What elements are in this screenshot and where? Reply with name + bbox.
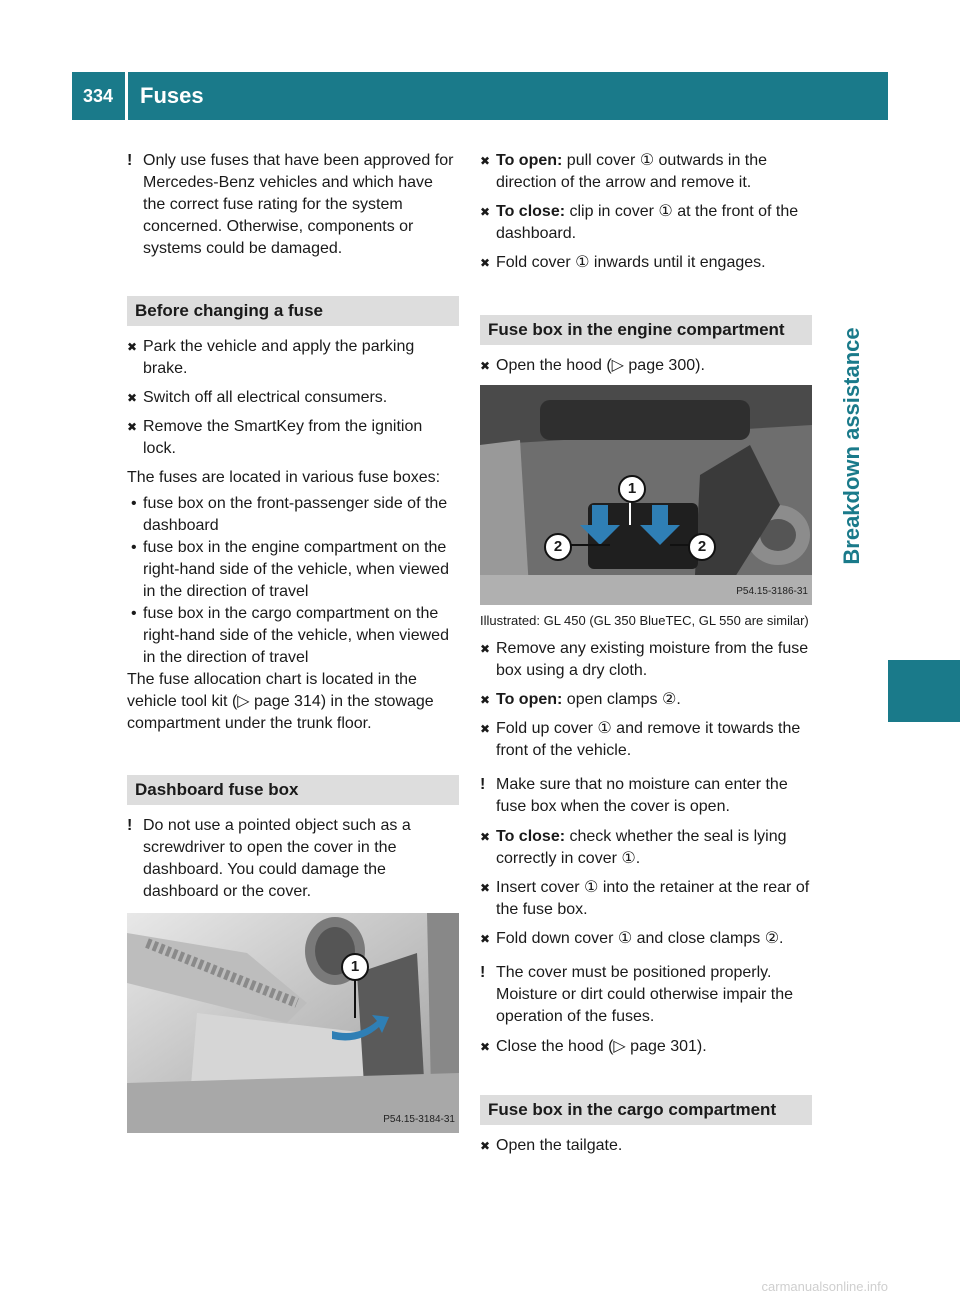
warning-note: ! Do not use a pointed object such as a screwdriver to open the cover in the dashboard. You could damage the dashboard or the cover. — [127, 817, 411, 900]
arrow-icon: ✖ — [480, 693, 491, 707]
header-divider — [125, 72, 128, 120]
arrow-icon: ✖ — [480, 830, 491, 844]
heading-engine-fuse-box: Fuse box in the engine compartment — [480, 315, 812, 345]
step-item: ✖ To open: pull cover ① outwards in the direction of the arrow and remove it. — [480, 152, 768, 191]
heading-dashboard-fuse-box: Dashboard fuse box — [127, 775, 459, 805]
warning-note: ! Only use fuses that have been approved for Mercedes-Benz vehicles and which have the correct fuse rating for the system concerned. Otherwise, components or systems could be damaged. — [127, 152, 454, 257]
heading-cargo-fuse-box: Fuse box in the cargo compartment — [480, 1095, 812, 1125]
callout-1: 1 — [341, 953, 369, 981]
callout-2-left: 2 — [544, 533, 572, 561]
list-item: • fuse box in the engine compartment on the right-hand side of the vehicle, when viewed in the direction of travel — [131, 539, 449, 600]
step-item: ✖ Insert cover ① into the retainer at the rear of the fuse box. — [480, 879, 810, 918]
arrow-icon: ✖ — [480, 722, 491, 736]
right-column — [480, 150, 812, 1164]
step-item: ✖ To open: open clamps ②. — [480, 689, 812, 711]
arrow-icon: ✖ — [127, 340, 138, 354]
step-item: ✖ Fold up cover ① and remove it towards the front of the vehicle. — [480, 720, 801, 759]
list-item: • fuse box on the front-passenger side of the dashboard — [131, 495, 448, 534]
step-item: ✖ To close: check whether the seal is lying correctly in cover ①. — [480, 828, 787, 867]
callout-1: 1 — [618, 475, 646, 503]
list-item: • fuse box in the cargo compartment on the right-hand side of the vehicle, when viewed in the direction of travel — [131, 605, 449, 666]
warning-icon: ! — [127, 817, 133, 834]
arrow-icon: ✖ — [480, 881, 491, 895]
warning-icon: ! — [480, 776, 486, 793]
step-item: ✖ Close the hood (▷ page 301). — [480, 1036, 812, 1058]
step-item: ✖ Remove any existing moisture from the fuse box using a dry cloth. — [480, 640, 809, 679]
arrow-icon: ✖ — [480, 205, 491, 219]
step-item: ✖ Fold cover ① inwards until it engages. — [480, 252, 812, 274]
step-item: ✖ Switch off all electrical consumers. — [127, 387, 459, 409]
step-item: ✖ Open the tailgate. — [480, 1135, 812, 1157]
step-item: ✖ Park the vehicle and apply the parking brake. — [127, 338, 415, 377]
arrow-icon: ✖ — [480, 642, 491, 656]
page-number: 334 — [82, 85, 114, 106]
arrow-icon: ✖ — [480, 1040, 491, 1054]
dashboard-illustration — [127, 913, 459, 1133]
left-column — [127, 150, 459, 1133]
heading-before-changing: Before changing a fuse — [127, 296, 459, 326]
photo-caption: Illustrated: GL 450 (GL 350 BlueTEC, GL 550 are similar) — [480, 613, 809, 628]
side-tab-block — [888, 660, 960, 722]
dashboard-photo — [127, 913, 459, 1133]
watermark: carmanualsonline.info — [761, 1279, 888, 1294]
callout-2-right: 2 — [688, 533, 716, 561]
allocation-text: The fuse allocation chart is located in the vehicle tool kit (▷ page 314) in the stowage compartment under the trunk floor. — [127, 671, 434, 732]
photo-code: P54.15-3184-31 — [383, 1114, 455, 1125]
arrow-icon: ✖ — [480, 932, 491, 946]
arrow-icon: ✖ — [127, 420, 138, 434]
step-item: ✖ To close: clip in cover ① at the front of the dashboard. — [480, 203, 799, 242]
arrow-icon: ✖ — [480, 1139, 491, 1153]
warning-icon: ! — [127, 152, 133, 169]
engine-photo — [480, 385, 812, 605]
arrow-icon: ✖ — [480, 359, 491, 373]
warning-icon: ! — [480, 964, 486, 981]
step-item: ✖ Fold down cover ① and close clamps ②. — [480, 928, 812, 950]
engine-illustration — [480, 385, 812, 605]
section-title: Fuses — [140, 83, 204, 108]
warning-note: ! Make sure that no moisture can enter the fuse box when the cover is open. — [480, 776, 788, 815]
arrow-icon: ✖ — [480, 256, 491, 270]
arrow-icon: ✖ — [127, 391, 138, 405]
fuse-box-intro: The fuses are located in various fuse boxes: — [127, 469, 441, 486]
step-item: ✖ Open the hood (▷ page 300). — [480, 355, 812, 377]
arrow-icon: ✖ — [480, 154, 491, 168]
photo-code: P54.15-3186-31 — [736, 586, 808, 597]
step-item: ✖ Remove the SmartKey from the ignition lock. — [127, 418, 423, 457]
warning-note: ! The cover must be positioned properly. Moisture or dirt could otherwise impair the operation of the fuses. — [480, 964, 794, 1025]
